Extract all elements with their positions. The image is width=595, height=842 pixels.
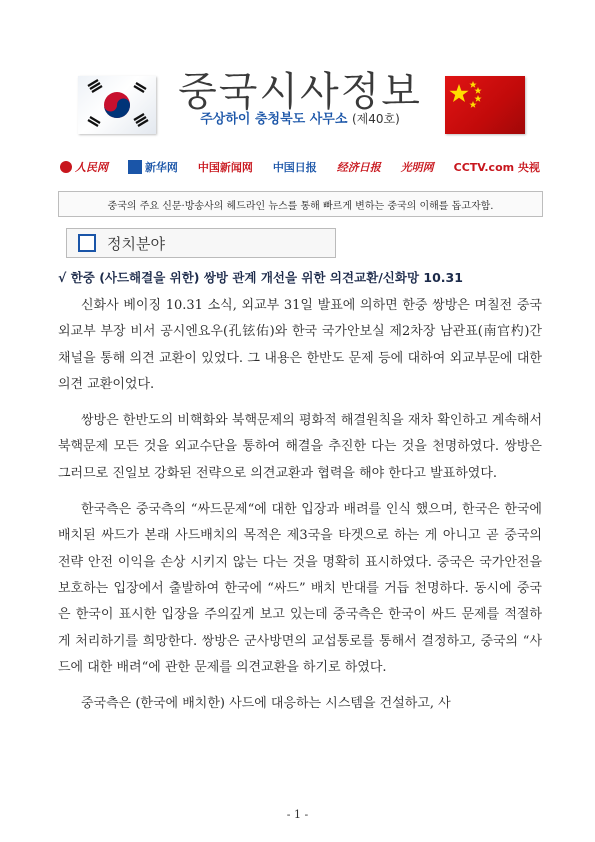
chinese-flag-icon bbox=[445, 76, 525, 134]
page-number: - 1 - bbox=[286, 808, 309, 821]
office-subtitle bbox=[180, 108, 420, 127]
economic-daily-logo: 经济日报 bbox=[336, 161, 381, 174]
cctv-logo: CCTV.com 央视 bbox=[453, 161, 540, 174]
checkbox-icon bbox=[78, 234, 96, 252]
people-logo-icon bbox=[60, 161, 72, 173]
chinanews-logo: 中国新闻网 bbox=[197, 161, 253, 174]
china-daily-logo: 中国日报 bbox=[272, 161, 317, 174]
xinhua-logo-icon bbox=[128, 160, 142, 174]
gmw-logo: 光明网 bbox=[400, 161, 434, 174]
korean-flag-icon bbox=[78, 76, 156, 134]
office-name: 주상하이 충청북도 사무소 bbox=[200, 112, 348, 127]
section-header bbox=[66, 228, 336, 258]
intro-banner: 중국의 주요 신문·방송사의 헤드라인 뉴스를 통해 빠르게 변하는 중국의 이해를 돕고자함. bbox=[58, 191, 543, 217]
article-paragraph: 한국측은 중국측의 “싸드문제“에 대한 입장과 배려를 인식 했으며, 한국은 한국에 배치된 싸드가 본래 사드배치의 목적은 제3국을 타겟으로 하는 게 아니고 곧 중국의 전략 안전 이익을 손상 시키지 않는 다는 것을 명확히 표시하였다. 중국은 국가안전을 보호하는 입장에서 출발하여 한국에 “싸드” 배치 반대를 거듭 천명하다. 동시에 중국은 한국이 표시한 입장을 주의깊게 보고 있는데 중국측은 한국이 싸드 문제를 적절하게 처리하기를 희망한다. 쌍방은 군사방면의 교섭통로를 통해서 결정하고, 중국의 “사드에 대한 배려“에 관한 문제를 의견교환을 하기로 하였다. bbox=[58, 502, 542, 675]
people-daily-logo: 人民网 bbox=[60, 159, 108, 175]
media-logos-row bbox=[60, 152, 540, 182]
section-label: 정치분야 bbox=[107, 234, 165, 253]
article-paragraph: 신화사 베이징 10.31 소식, 외교부 31일 발표에 의하면 한중 쌍방은 며칠전 중국 외교부 부장 비서 공시엔요우(孔铉佑)와 한국 국가안보실 제2차장 남관표(南官杓)간 채널을 통해 의견 교환이 있었다. 그 내용은 한반도 문제 등에 대하여 외교부문에 대한 의견 교환이었다. bbox=[58, 298, 542, 392]
page-title: 중국시사정보 bbox=[178, 69, 422, 115]
article-body bbox=[58, 293, 542, 727]
xinhua-logo: 新华网 bbox=[128, 159, 178, 175]
issue-number: (제40호) bbox=[351, 112, 400, 126]
article-paragraph: 중국측은 (한국에 배치한) 사드에 대응하는 시스템을 건설하고, 사 bbox=[81, 696, 451, 712]
article-paragraph: 쌍방은 한반도의 비핵화와 북핵문제의 평화적 해결원칙을 재차 확인하고 계속해서 북핵문제 모든 것을 외교수단을 통하여 해결을 추진한 다는 것을 천명하였다. 쌍방은 그러므로 진일보 강화된 전략으로 의견교환과 협력을 해야 한다고 발표하였다. bbox=[58, 413, 542, 481]
article-headline: √ 한중 (사드해결을 위한) 쌍방 관계 개선을 위한 의견교환/신화망 10.31 bbox=[58, 270, 463, 285]
